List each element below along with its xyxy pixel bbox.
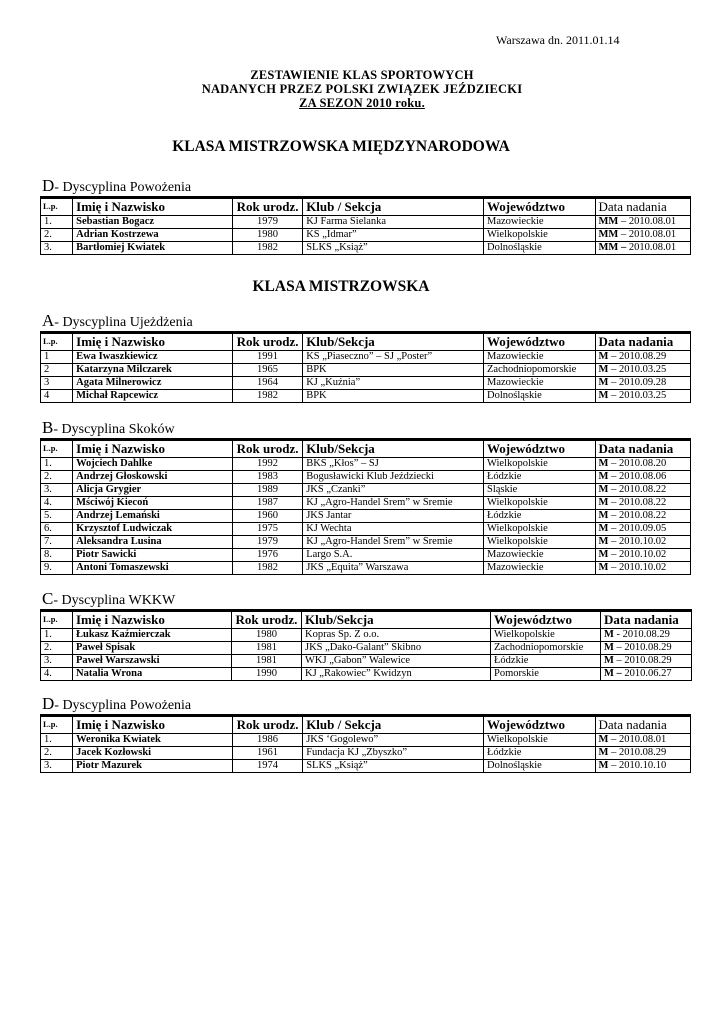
table-header-row	[41, 198, 691, 216]
class-code: M	[598, 734, 609, 745]
column-header-region: Województwo	[484, 333, 596, 351]
section-letter: B	[42, 418, 54, 437]
class-code: M	[598, 760, 609, 771]
cell-lp: 5.	[41, 510, 73, 523]
cell-club: JKS ‘Gogolewo”	[303, 734, 484, 747]
table-row	[41, 536, 691, 549]
cell-date	[595, 390, 690, 403]
column-header-name: Imię i Nazwisko	[73, 716, 233, 734]
column-header-club: Klub/Sekcja	[302, 611, 491, 629]
cell-club: SLKS „Książ”	[303, 242, 484, 255]
cell-region: Wielkopolskie	[484, 523, 596, 536]
cell-year: 1965	[232, 364, 302, 377]
cell-region: Dolnośląskie	[484, 760, 596, 773]
award-date: – 2010.08.22	[608, 484, 667, 495]
table-row	[41, 562, 691, 575]
section-heading-a	[42, 311, 193, 331]
cell-region: Łódzkie	[484, 747, 596, 760]
header-line-2: NADANYCH PRZEZ POLSKI ZWIĄZEK JEŹDZIECKI	[201, 82, 523, 96]
cell-date	[595, 523, 690, 536]
column-header-club: Klub / Sekcja	[303, 198, 484, 216]
cell-lp: 7.	[41, 536, 73, 549]
award-date: – 2010.10.10	[608, 760, 667, 771]
section-heading-b	[42, 418, 175, 438]
cell-date	[601, 642, 692, 655]
section-letter: A	[42, 311, 55, 330]
cell-name: Jacek Kozłowski	[73, 747, 233, 760]
column-header-lp: L.p.	[41, 611, 73, 629]
header-line-3: ZA SEZON 2010 roku.	[299, 96, 425, 110]
cell-club: KJ Farma Sielanka	[303, 216, 484, 229]
cell-year: 1964	[232, 377, 302, 390]
table-row	[41, 229, 691, 242]
cell-name: Bartłomiej Kwiatek	[73, 242, 233, 255]
class-code: M	[598, 471, 609, 482]
table-row	[41, 655, 692, 668]
award-date: – 2010.10.02	[608, 549, 667, 560]
cell-date	[595, 497, 690, 510]
cell-club: BPK	[303, 364, 484, 377]
cell-date	[595, 216, 690, 229]
section-letter: D	[42, 694, 55, 713]
table-row	[41, 377, 691, 390]
column-header-lp: L.p.	[41, 333, 73, 351]
cell-region: Wielkopolskie	[491, 629, 601, 642]
cell-region: Mazowieckie	[484, 216, 596, 229]
cell-region: Mazowieckie	[484, 377, 596, 390]
cell-name: Katarzyna Milczarek	[73, 364, 233, 377]
column-header-lp: L.p.	[41, 440, 73, 458]
cell-lp: 1.	[41, 216, 73, 229]
cell-name: Michał Rapcewicz	[73, 390, 233, 403]
table-row	[41, 242, 691, 255]
table-row	[41, 484, 691, 497]
table-row	[41, 510, 691, 523]
cell-club: KS „Piaseczno” – SJ „Poster”	[303, 351, 484, 364]
table-row	[41, 216, 691, 229]
class-code: MM –	[598, 242, 627, 253]
klasa-mm-heading: KLASA MISTRZOWSKA MIĘDZYNARODOWA	[172, 138, 510, 155]
column-header-year: Rok urodz.	[232, 333, 302, 351]
cell-year: 1979	[232, 216, 302, 229]
table-row	[41, 390, 691, 403]
table-mm-d	[40, 196, 691, 255]
cell-name: Sebastian Bogacz	[73, 216, 233, 229]
section-title: - Dyscyplina Powożenia	[54, 698, 192, 713]
cell-lp: 8.	[41, 549, 73, 562]
cell-year: 1980	[232, 229, 302, 242]
cell-region: Pomorskie	[491, 668, 601, 681]
cell-club: KJ „Rakowiec” Kwidzyn	[302, 668, 491, 681]
award-date: – 2010.08.29	[608, 747, 667, 758]
table-row	[41, 364, 691, 377]
cell-date	[595, 377, 690, 390]
cell-date	[595, 760, 690, 773]
cell-lp: 2.	[41, 229, 73, 242]
cell-region: Łódzkie	[491, 655, 601, 668]
class-code: M –	[604, 668, 622, 679]
cell-year: 1961	[232, 747, 302, 760]
award-date: – 2010.03.25	[608, 390, 667, 401]
section-title: - Dyscyplina Powożenia	[54, 180, 192, 195]
class-code: M	[598, 510, 609, 521]
section-letter: D	[42, 176, 55, 195]
column-header-year: Rok urodz.	[232, 611, 302, 629]
cell-date	[595, 734, 690, 747]
cell-name: Agata Milnerowicz	[73, 377, 233, 390]
cell-date	[595, 229, 690, 242]
cell-date	[595, 510, 690, 523]
column-header-date: Data nadania	[595, 333, 690, 351]
cell-region: Łódzkie	[484, 510, 596, 523]
table-a	[40, 331, 691, 403]
cell-region: Zachodniopomorskie	[491, 642, 601, 655]
class-code: M	[598, 562, 609, 573]
cell-club: JKS „Equita” Warszawa	[303, 562, 484, 575]
section-title: - Dyscyplina Ujeżdżenia	[54, 315, 193, 330]
column-header-year: Rok urodz.	[232, 440, 302, 458]
cell-club: JKS Jantar	[303, 510, 484, 523]
class-code: M	[598, 484, 609, 495]
cell-date	[595, 562, 690, 575]
document-date: Warszawa dn. 2011.01.14	[496, 33, 620, 47]
table-row	[41, 760, 691, 773]
cell-club: SLKS „Książ”	[303, 760, 484, 773]
cell-region: Zachodniopomorskie	[484, 364, 596, 377]
cell-club: KJ „Agro-Handel Śrem” w Śremie	[303, 497, 484, 510]
class-code: M	[604, 642, 614, 653]
award-date: – 2010.08.22	[608, 510, 667, 521]
cell-name: Wojciech Dahlke	[73, 458, 233, 471]
cell-region: Mazowieckie	[484, 351, 596, 364]
column-header-lp: L.p.	[41, 716, 73, 734]
cell-lp: 2.	[41, 642, 73, 655]
column-header-lp: L.p.	[41, 198, 73, 216]
class-code: M	[598, 497, 609, 508]
award-date: – 2010.08.20	[608, 458, 667, 469]
table-row	[41, 458, 691, 471]
award-date: – 2010.03.25	[608, 364, 667, 375]
cell-date	[601, 668, 692, 681]
cell-year: 1982	[232, 562, 302, 575]
award-date: 2010.08.01	[626, 242, 677, 253]
cell-date	[595, 351, 690, 364]
table-row	[41, 629, 692, 642]
cell-region: Wielkopolskie	[484, 536, 596, 549]
column-header-region: Województwo	[484, 440, 596, 458]
table-header-row	[41, 440, 691, 458]
section-letter: C	[42, 589, 54, 608]
cell-lp: 1.	[41, 629, 73, 642]
table-row	[41, 642, 692, 655]
class-code: M	[598, 747, 609, 758]
cell-lp: 4.	[41, 668, 73, 681]
column-header-date: Data nadania	[595, 440, 690, 458]
cell-name: Paweł Spisak	[73, 642, 232, 655]
section-title: - Dyscyplina WKKW	[53, 593, 176, 608]
cell-date	[595, 364, 690, 377]
section-heading-mm-d	[42, 176, 191, 196]
table-b	[40, 438, 691, 575]
cell-lp: 3	[41, 377, 73, 390]
cell-year: 1992	[232, 458, 302, 471]
cell-name: Ewa Iwaszkiewicz	[73, 351, 233, 364]
table-row	[41, 668, 692, 681]
cell-name: Piotr Mazurek	[73, 760, 233, 773]
column-header-date: Data nadania	[601, 611, 692, 629]
cell-name: Andrzej Lemański	[73, 510, 233, 523]
award-date: – 2010.10.02	[608, 562, 667, 573]
table-row	[41, 523, 691, 536]
award-date: - 2010.08.29	[613, 629, 670, 640]
cell-club: BKS „Kłos” – SJ	[303, 458, 484, 471]
cell-region: Wielkopolskie	[484, 734, 596, 747]
column-header-name: Imię i Nazwisko	[73, 611, 232, 629]
cell-lp: 1.	[41, 458, 73, 471]
cell-lp: 3.	[41, 760, 73, 773]
cell-region: Mazowieckie	[484, 549, 596, 562]
column-header-date: Data nadania	[595, 716, 690, 734]
section-title: - Dyscyplina Skoków	[53, 422, 175, 437]
class-code: M	[598, 549, 609, 560]
cell-club: KJ „Kuźnia”	[303, 377, 484, 390]
table-header-row	[41, 333, 691, 351]
table-row	[41, 471, 691, 484]
award-date: – 2010.08.29	[613, 642, 672, 653]
class-code: M	[598, 390, 609, 401]
cell-year: 1980	[232, 629, 302, 642]
class-code: M	[604, 629, 614, 640]
award-date: – 2010.09.28	[608, 377, 667, 388]
cell-date	[595, 536, 690, 549]
cell-club: WKJ „Gabon” Walewice	[302, 655, 491, 668]
cell-year: 1981	[232, 655, 302, 668]
class-code: M	[598, 536, 609, 547]
cell-club: JKS „Dako-Galant” Skibno	[302, 642, 491, 655]
table-header-row	[41, 611, 692, 629]
column-header-date: Data nadania	[595, 198, 690, 216]
cell-club: KJ Wechta	[303, 523, 484, 536]
cell-region: Śląskie	[484, 484, 596, 497]
class-code: M	[598, 523, 609, 534]
table-row	[41, 734, 691, 747]
cell-region: Mazowieckie	[484, 562, 596, 575]
award-date: – 2010.08.01	[608, 734, 667, 745]
column-header-club: Klub/Sekcja	[303, 333, 484, 351]
cell-year: 1991	[232, 351, 302, 364]
cell-lp: 1	[41, 351, 73, 364]
cell-region: Łódzkie	[484, 471, 596, 484]
cell-club: KJ „Agro-Handel Śrem” w Śremie	[303, 536, 484, 549]
cell-lp: 3.	[41, 242, 73, 255]
cell-lp: 9.	[41, 562, 73, 575]
cell-year: 1987	[232, 497, 302, 510]
table-row	[41, 497, 691, 510]
cell-lp: 3.	[41, 484, 73, 497]
cell-year: 1982	[232, 390, 302, 403]
award-date: – 2010.08.29	[608, 351, 667, 362]
cell-name: Aleksandra Lusina	[73, 536, 233, 549]
cell-name: Piotr Sawicki	[73, 549, 233, 562]
cell-club: Bogusławicki Klub Jeździecki	[303, 471, 484, 484]
header-line-1: ZESTAWIENIE KLAS SPORTOWYCH	[250, 68, 474, 82]
cell-name: Andrzej Głoskowski	[73, 471, 233, 484]
award-date: – 2010.08.01	[618, 229, 677, 240]
table-d	[40, 714, 691, 773]
cell-year: 1960	[232, 510, 302, 523]
cell-year: 1974	[232, 760, 302, 773]
cell-name: Adrian Kostrzewa	[73, 229, 233, 242]
cell-club: JKS „Czanki”	[303, 484, 484, 497]
award-date: – 2010.08.22	[608, 497, 667, 508]
cell-lp: 2.	[41, 747, 73, 760]
award-date: – 2010.08.06	[608, 471, 667, 482]
class-code: M	[598, 377, 609, 388]
cell-year: 1979	[232, 536, 302, 549]
cell-year: 1983	[232, 471, 302, 484]
award-date: – 2010.08.29	[613, 655, 672, 666]
cell-date	[595, 484, 690, 497]
cell-year: 1982	[232, 242, 302, 255]
column-header-year: Rok urodz.	[232, 716, 302, 734]
cell-name: Paweł Warszawski	[73, 655, 232, 668]
award-date: 2010.06.27	[621, 668, 672, 679]
cell-name: Natalia Wrona	[73, 668, 232, 681]
cell-date	[601, 655, 692, 668]
cell-region: Wielkopolskie	[484, 497, 596, 510]
cell-region: Dolnośląskie	[484, 242, 596, 255]
table-row	[41, 747, 691, 760]
cell-club: Largo S.A.	[303, 549, 484, 562]
cell-region: Wielkopolskie	[484, 229, 596, 242]
section-heading-d	[42, 694, 191, 714]
cell-date	[601, 629, 692, 642]
column-header-name: Imię i Nazwisko	[73, 440, 233, 458]
column-header-name: Imię i Nazwisko	[73, 198, 233, 216]
class-code: MM	[598, 216, 619, 227]
cell-name: Krzysztof Ludwiczak	[73, 523, 233, 536]
cell-region: Wielkopolskie	[484, 458, 596, 471]
klasa-m-heading: KLASA MISTRZOWSKA	[252, 278, 430, 295]
cell-name: Mściwój Kiecoń	[73, 497, 233, 510]
table-row	[41, 351, 691, 364]
cell-lp: 1.	[41, 734, 73, 747]
cell-year: 1981	[232, 642, 302, 655]
cell-year: 1975	[232, 523, 302, 536]
column-header-year: Rok urodz.	[232, 198, 302, 216]
award-date: – 2010.08.01	[618, 216, 677, 227]
cell-club: KS „Idmar”	[303, 229, 484, 242]
cell-name: Antoni Tomaszewski	[73, 562, 233, 575]
cell-date	[595, 549, 690, 562]
table-header-row	[41, 716, 691, 734]
cell-year: 1990	[232, 668, 302, 681]
column-header-region: Województwo	[484, 198, 596, 216]
column-header-region: Województwo	[491, 611, 601, 629]
award-date: – 2010.09.05	[608, 523, 667, 534]
cell-lp: 4.	[41, 497, 73, 510]
cell-date	[595, 471, 690, 484]
cell-club: Kopras Sp. Z o.o.	[302, 629, 491, 642]
column-header-club: Klub / Sekcja	[303, 716, 484, 734]
cell-lp: 6.	[41, 523, 73, 536]
cell-region: Dolnośląskie	[484, 390, 596, 403]
award-date: – 2010.10.02	[608, 536, 667, 547]
column-header-region: Województwo	[484, 716, 596, 734]
column-header-club: Klub/Sekcja	[303, 440, 484, 458]
cell-lp: 2.	[41, 471, 73, 484]
table-c	[40, 609, 692, 681]
class-code: M	[598, 364, 609, 375]
cell-club: Fundacja KJ „Zbyszko”	[303, 747, 484, 760]
cell-date	[595, 242, 690, 255]
cell-year: 1989	[232, 484, 302, 497]
cell-lp: 2	[41, 364, 73, 377]
cell-name: Łukasz Kaźmierczak	[73, 629, 232, 642]
cell-lp: 4	[41, 390, 73, 403]
cell-name: Alicja Grygier	[73, 484, 233, 497]
cell-name: Weronika Kwiatek	[73, 734, 233, 747]
column-header-name: Imię i Nazwisko	[73, 333, 233, 351]
class-code: M	[604, 655, 614, 666]
section-heading-c	[42, 589, 175, 609]
cell-date	[595, 458, 690, 471]
cell-year: 1986	[232, 734, 302, 747]
cell-lp: 3.	[41, 655, 73, 668]
cell-year: 1976	[232, 549, 302, 562]
table-row	[41, 549, 691, 562]
cell-date	[595, 747, 690, 760]
class-code: M	[598, 458, 609, 469]
class-code: M	[598, 351, 609, 362]
class-code: MM	[598, 229, 619, 240]
cell-club: BPK	[303, 390, 484, 403]
